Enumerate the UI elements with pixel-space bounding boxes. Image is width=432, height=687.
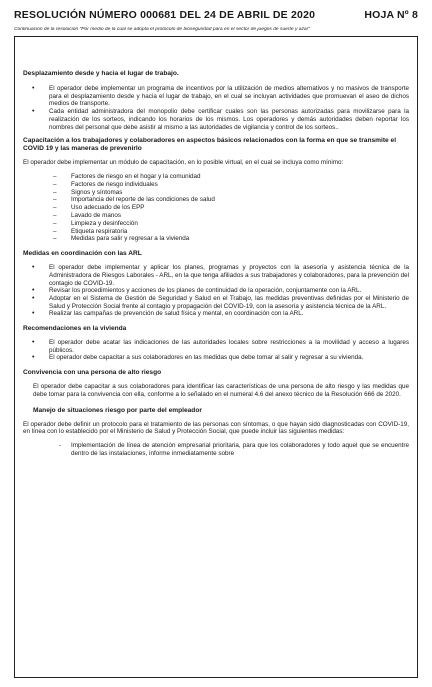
- section-heading: Desplazamiento desde y hacia el lugar de trabajo.: [23, 70, 179, 77]
- list-item: • El operador debe acatar las indicaciones de las autoridades locales sobre restricciones a la movilidad y acceso a lugares públicos.: [23, 339, 409, 354]
- list-item: – Signos y síntomas: [23, 189, 409, 197]
- bullet-list: [23, 85, 409, 131]
- section-heading: Recomendaciones en la vivienda: [23, 325, 127, 333]
- list-item: – Etiqueta respiratoria: [23, 228, 409, 236]
- page-number: HOJA Nº 8: [364, 9, 418, 21]
- page-header: [14, 9, 418, 21]
- bullet-list: [23, 339, 409, 362]
- content-frame: [14, 36, 418, 678]
- list-item: • El operador debe implementar un programa de incentivos por la utilización de medios alternativos y no masivos de transporte para el desplazamiento desde y hacia el lugar de trabajo, en el cual se incluyan actividades que promuevan el aseo de dichos medios de transporte.: [23, 85, 409, 108]
- dash-list: [23, 442, 409, 457]
- resolution-title: RESOLUCIÓN NÚMERO 000681 DEL 24 DE ABRIL DE 2020: [14, 9, 316, 21]
- list-item: – Importancia del reporte de las condiciones de salud: [23, 196, 409, 204]
- continuation-note: Continuación de la resolución "Por medio de la cual se adopta el protocolo de bioseguridad para en el sector de juegos de suerte y azar": [14, 27, 311, 32]
- list-item: – Factores de riesgo en el hogar y la comunidad: [23, 173, 409, 181]
- bullet-list: [23, 264, 409, 318]
- paragraph: El operador debe implementar un módulo de capacitación, en lo posible virtual, en el cual se incluya como mínimo:: [23, 159, 344, 167]
- list-item: • El operador debe implementar y aplicar los planes, programas y proyectos con la asesoría y asistencia técnica de la Administradora de Riesgos Laborales - ARL, en la que tenga afiliados a sus trabajadores y colaboradores, para la prevención del contagio de COVID-19.: [23, 264, 409, 287]
- list-item: • Cada entidad administradora del monopolio debe certificar cuales son las personas autorizadas para movilizarse para la realización de los sorteos, indicando los horarios de los mismos. Los operadores y demás autoridades deben reportar los nombres del personal que debe asistir al mismo a las autoridades de vigilancia y control de los sorteos..: [23, 108, 409, 131]
- paragraph: El operador debe capacitar a sus colaboradores para identificar las características de una persona de alto riesgo y las medidas que debe tomar para la convivencia con ella, conforme a lo señalado en el numeral 4.6 del anexo técnico de la Resolución 666 de 2020.: [33, 383, 409, 398]
- section-heading: Medidas en coordinación con las ARL: [23, 250, 142, 258]
- list-item: • Realizar las campañas de prevención de salud física y mental, en coordinación con la ARL.: [23, 310, 409, 318]
- content-body: [23, 37, 409, 457]
- list-item: – Medidas para salir y regresar a la vivienda: [23, 235, 409, 243]
- section-heading: Manejo de situaciones riesgo por parte del empleador: [33, 406, 202, 414]
- list-item: • El operador debe capacitar a sus colaboradores en las medidas que debe tomar al salir y regresar a su vivienda.: [23, 354, 409, 362]
- dash-list: [23, 173, 409, 243]
- list-item: - Implementación de línea de atención empresarial prioritaria, para que los colaboradores y todo aquel que se encuentre dentro de las instalaciones, informe inmediatamente sobre: [23, 442, 409, 457]
- list-item: • Adoptar en el Sistema de Gestión de Seguridad y Salud en el Trabajo, las medidas preventivas definidas por el Ministerio de Salud y Protección Social frente al contagio y propagación del COVID-19, con la asesoría y asistencia técnica de la ARL.: [23, 295, 409, 310]
- list-item: – Limpieza y desinfección: [23, 220, 409, 228]
- section-heading: Convivencia con una persona de alto riesgo: [23, 369, 162, 377]
- list-item: – Lavado de manos: [23, 212, 409, 220]
- list-item: – Uso adecuado de los EPP: [23, 204, 409, 212]
- list-item: – Factores de riesgo individuales: [23, 181, 409, 189]
- section-heading: Capacitación a los trabajadores y colaboradores en aspectos básicos relacionados con la forma en que se transmite el COVID 19 y las maneras de prevenirlo: [23, 137, 397, 153]
- paragraph: El operador debe definir un protocolo para el tratamiento de las personas con síntomas, o que hayan sido diagnosticadas con COVID-19, en línea con lo establecido por el Ministerio de Salud y Protección Social, que puede incluir las siguientes medidas:: [23, 420, 409, 436]
- list-item: • Revisar los procedimientos y acciones de los planes de continuidad de la operación, conjuntamente con la ARL.: [23, 287, 409, 295]
